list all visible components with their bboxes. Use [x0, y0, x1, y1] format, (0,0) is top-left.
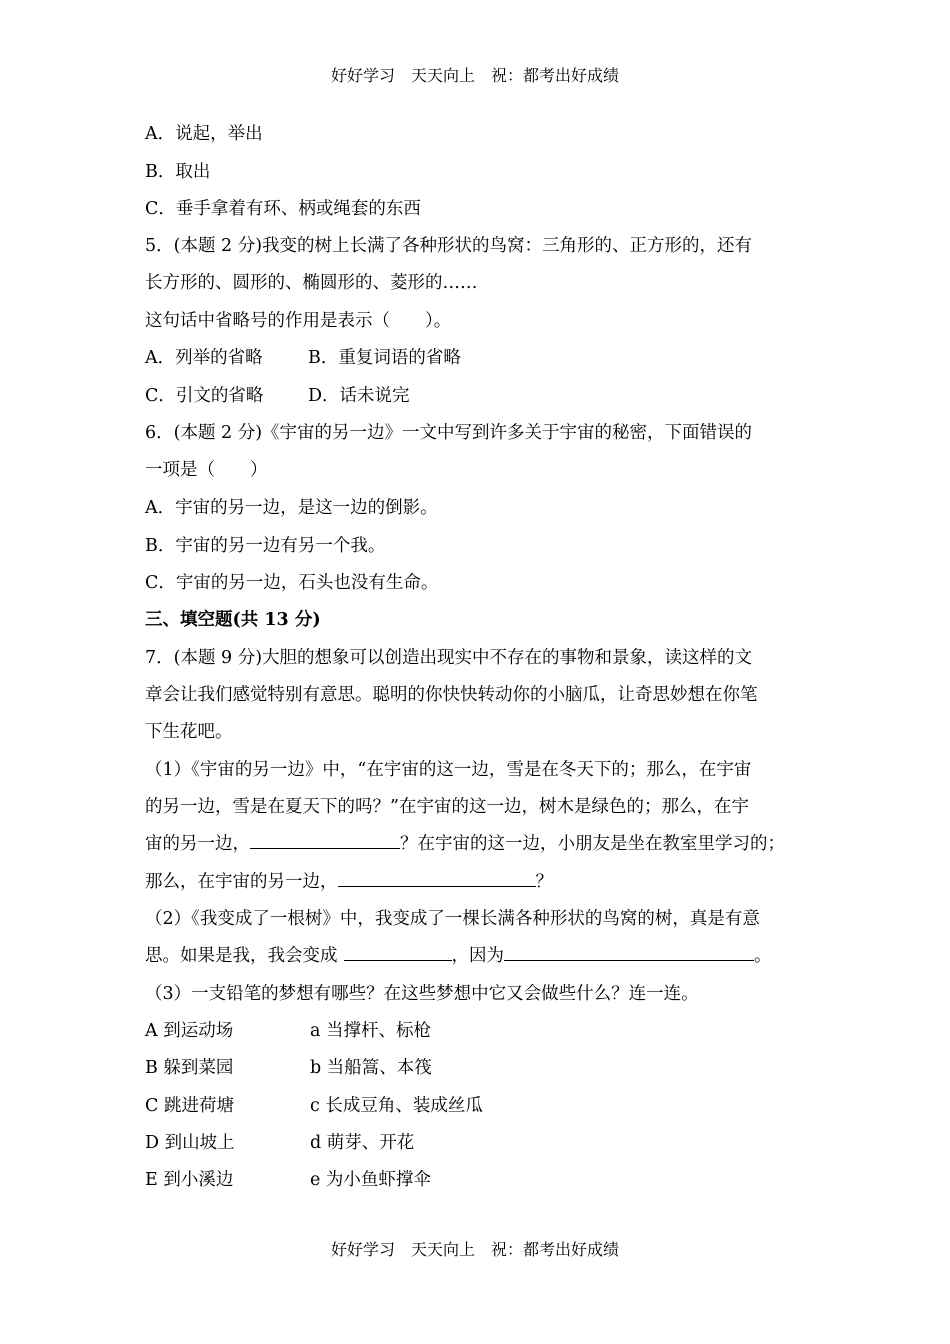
q5-stem-line1: 5．(本题 2 分)我变的树上长满了各种形状的鸟窝：三角形的、正方形的，还有 [145, 236, 753, 256]
q7-part1-line3 [145, 832, 785, 856]
q5-option-a: A．列举的省略 [145, 348, 263, 368]
q5-options-row1 [145, 346, 461, 370]
q5-stem-line2: 长方形的、圆形的、椭圆形的、菱形的…… [145, 273, 478, 293]
match-left-item[interactable]: C 跳进荷塘 [145, 1096, 234, 1116]
q7-part1-line4-prefix: 那么，在宇宙的另一边， [145, 872, 338, 892]
q7-part1-line1: （1）《宇宙的另一边》中，“在宇宙的这一边，雪是在冬天下的；那么，在宇宙 [145, 760, 752, 780]
answer-blank-1[interactable] [250, 832, 400, 849]
q4-option-b: B．取出 [145, 162, 211, 182]
q5-options-row2 [145, 384, 410, 408]
q7-stem-line3: 下生花吧。 [145, 722, 233, 742]
q7-part2-line1: （2）《我变成了一根树》中，我变成了一棵长满各种形状的鸟窝的树，真是有意 [145, 909, 760, 929]
match-row [145, 1168, 431, 1192]
q5-option-d: D．话未说完 [308, 386, 410, 406]
answer-blank-3[interactable] [344, 944, 452, 961]
q7-part2-line2-end: 。 [754, 946, 772, 966]
match-left-item[interactable]: B 躲到菜园 [145, 1058, 234, 1078]
match-row [145, 1019, 431, 1043]
q7-part1-line3-prefix: 宙的另一边， [145, 834, 250, 854]
match-row [145, 1131, 415, 1155]
q6-option-b: B．宇宙的另一边有另一个我。 [145, 536, 386, 556]
answer-blank-4[interactable] [504, 944, 754, 961]
match-right-item[interactable]: d 萌芽、开花 [310, 1133, 415, 1153]
q7-part2-line2-mid: ，因为 [451, 946, 504, 966]
q6-stem-line2: 一项是（ ） [145, 460, 268, 480]
match-right-item[interactable]: a 当撑杆、标枪 [310, 1021, 431, 1041]
q7-part1-line3-suffix: ？在宇宙的这一边，小朋友是坐在教室里学习的； [400, 834, 785, 854]
q6-stem-line1: 6．(本题 2 分)《宇宙的另一边》一文中写到许多关于宇宙的秘密，下面错误的 [145, 423, 753, 443]
answer-blank-2[interactable] [338, 870, 536, 887]
q7-part3-line1: （3）一支铅笔的梦想有哪些？在这些梦想中它又会做些什么？连一连。 [145, 984, 699, 1004]
q6-option-c: C．宇宙的另一边，石头也没有生命。 [145, 573, 439, 593]
q5-stem-line3: 这句话中省略号的作用是表示（ ）。 [145, 311, 452, 331]
q4-option-c: C．垂手拿着有环、柄或绳套的东西 [145, 199, 421, 219]
match-right-item[interactable]: c 长成豆角、装成丝瓜 [310, 1096, 483, 1116]
match-row [145, 1056, 432, 1080]
q7-part1-line4 [145, 870, 553, 894]
q7-stem-line1: 7．(本题 9 分)大胆的想象可以创造出现实中不存在的事物和景象，读这样的文 [145, 648, 753, 668]
match-left-item[interactable]: A 到运动场 [145, 1021, 234, 1041]
match-right-item[interactable]: e 为小鱼虾撑伞 [310, 1170, 431, 1190]
match-left-item[interactable]: D 到山坡上 [145, 1133, 235, 1153]
q7-part1-line2: 的另一边，雪是在夏天下的吗？”在宇宙的这一边，树木是绿色的；那么，在宇 [145, 797, 749, 817]
q5-option-b: B．重复词语的省略 [308, 348, 461, 368]
match-row [145, 1094, 483, 1118]
page-footer: 好好学习 天天向上 祝：都考出好成绩 [330, 1240, 619, 1259]
q5-option-c: C．引文的省略 [145, 386, 264, 406]
q7-part2-line2 [145, 944, 772, 968]
q7-stem-line2: 章会让我们感觉特别有意思。聪明的你快快转动你的小脑瓜，让奇思妙想在你笔 [145, 685, 758, 705]
q6-option-a: A．宇宙的另一边，是这一边的倒影。 [145, 498, 438, 518]
q4-option-a: A．说起，举出 [145, 124, 263, 144]
page-header: 好好学习 天天向上 祝：都考出好成绩 [330, 66, 619, 85]
q7-part2-line2-prefix: 思。如果是我，我会变成 [145, 946, 338, 966]
section-heading: 三、填空题(共 13 分) [145, 610, 321, 630]
match-left-item[interactable]: E 到小溪边 [145, 1170, 234, 1190]
match-right-item[interactable]: b 当船篙、本筏 [310, 1058, 432, 1078]
q7-part1-line4-suffix: ？ [535, 872, 553, 892]
